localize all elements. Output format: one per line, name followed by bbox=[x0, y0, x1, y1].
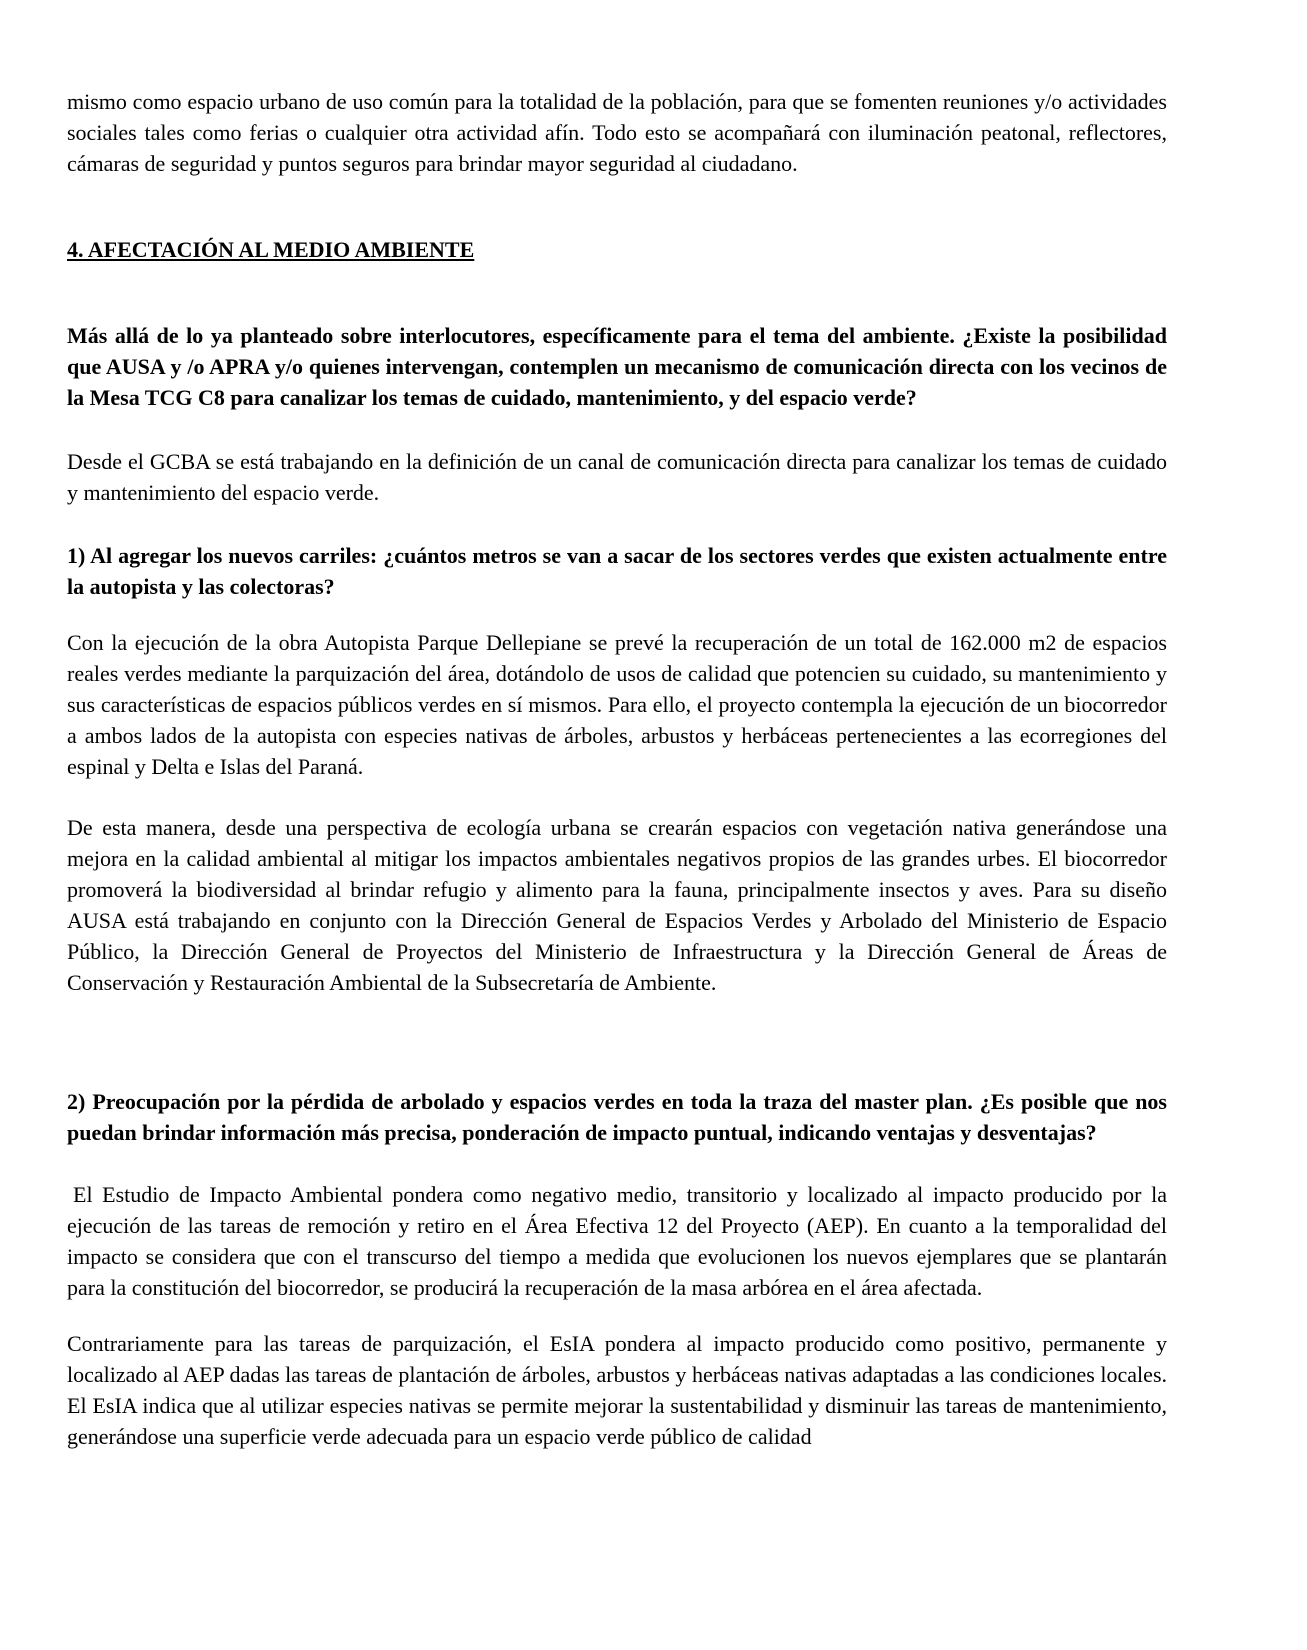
answer-gcba-communication-channel: Desde el GCBA se está trabajando en la definición de un canal de comunicación directa para canalizar los temas de cuidado y mantenimiento del espacio verde. bbox=[67, 449, 1167, 505]
question-2-tree-loss-concern: 2) Preocupación por la pérdida de arbolado y espacios verdes en toda la traza del master plan. ¿Es posible que nos puedan brindar información más precisa, ponderación de impacto puntual, indicando ventajas y desventajas? bbox=[67, 1089, 1167, 1145]
document-content bbox=[67, 86, 1167, 1452]
section-heading-afectacion-medio-ambiente: 4. AFECTACIÓN AL MEDIO AMBIENTE bbox=[67, 237, 475, 262]
question-1-green-sectors-removal: 1) Al agregar los nuevos carriles: ¿cuántos metros se van a sacar de los sectores verdes que existen actualmente entre la autopista y las colectoras? bbox=[67, 543, 1167, 599]
answer-1-green-space-recovery: Con la ejecución de la obra Autopista Parque Dellepiane se prevé la recuperación de un total de 162.000 m2 de espacios reales verdes mediante la parquización del área, dotándolo de usos de calidad que potencien su cuidado, su mantenimiento y sus características de espacios públicos verdes en sí mismos. Para ello, el proyecto contempla la ejecución de un biocorredor a ambos lados de la autopista con especies nativas de árboles, arbustos y herbáceas pertenecientes a las ecorregiones del espinal y Delta e Islas del Paraná. bbox=[67, 630, 1167, 779]
answer-2-esia-negative-impact: El Estudio de Impacto Ambiental pondera como negativo medio, transitorio y localizado al impacto producido por la ejecución de las tareas de remoción y retiro en el Área Efectiva 12 del Proyecto (AEP). En cuanto a la temporalidad del impacto se considera que con el transcurso del tiempo a medida que evolucionen los nuevos ejemplares que se plantarán para la constitución del biocorredor, se producirá la recuperación de la masa arbórea en el área afectada. bbox=[67, 1182, 1167, 1300]
paragraph-urban-space-continuation: mismo como espacio urbano de uso común para la totalidad de la población, para que se fomenten reuniones y/o actividades sociales tales como ferias o cualquier otra actividad afín. Todo esto se acompañará con iluminación peatonal, reflectores, cámaras de seguridad y puntos seguros para brindar mayor seguridad al ciudadano. bbox=[67, 89, 1167, 176]
answer-1-biocorridor-urban-ecology: De esta manera, desde una perspectiva de ecología urbana se crearán espacios con vegetación nativa generándose una mejora en la calidad ambiental al mitigar los impactos ambientales negativos propios de las grandes urbes. El biocorredor promoverá la biodiversidad al brindar refugio y alimento para la fauna, principalmente insectos y aves. Para su diseño AUSA está trabajando en conjunto con la Dirección General de Espacios Verdes y Arbolado del Ministerio de Espacio Público, la Dirección General de Proyectos del Ministerio de Infraestructura y la Dirección General de Áreas de Conservación y Restauración Ambiental de la Subsecretaría de Ambiente. bbox=[67, 815, 1167, 995]
answer-2-esia-positive-impact: Contrariamente para las tareas de parquización, el EsIA pondera al impacto producido como positivo, permanente y localizado al AEP dadas las tareas de plantación de árboles, arbustos y herbáceas nativas adaptadas a las condiciones locales. El EsIA indica que al utilizar especies nativas se permite mejorar la sustentabilidad y disminuir las tareas de mantenimiento, generándose una superficie verde adecuada para un espacio verde público de calidad bbox=[67, 1331, 1167, 1449]
question-communication-mechanism: Más allá de lo ya planteado sobre interlocutores, específicamente para el tema del ambiente. ¿Existe la posibilidad que AUSA y /o APRA y/o quienes intervengan, contemplen un mecanismo de comunicación directa con los vecinos de la Mesa TCG C8 para canalizar los temas de cuidado, mantenimiento, y del espacio verde? bbox=[67, 323, 1167, 410]
